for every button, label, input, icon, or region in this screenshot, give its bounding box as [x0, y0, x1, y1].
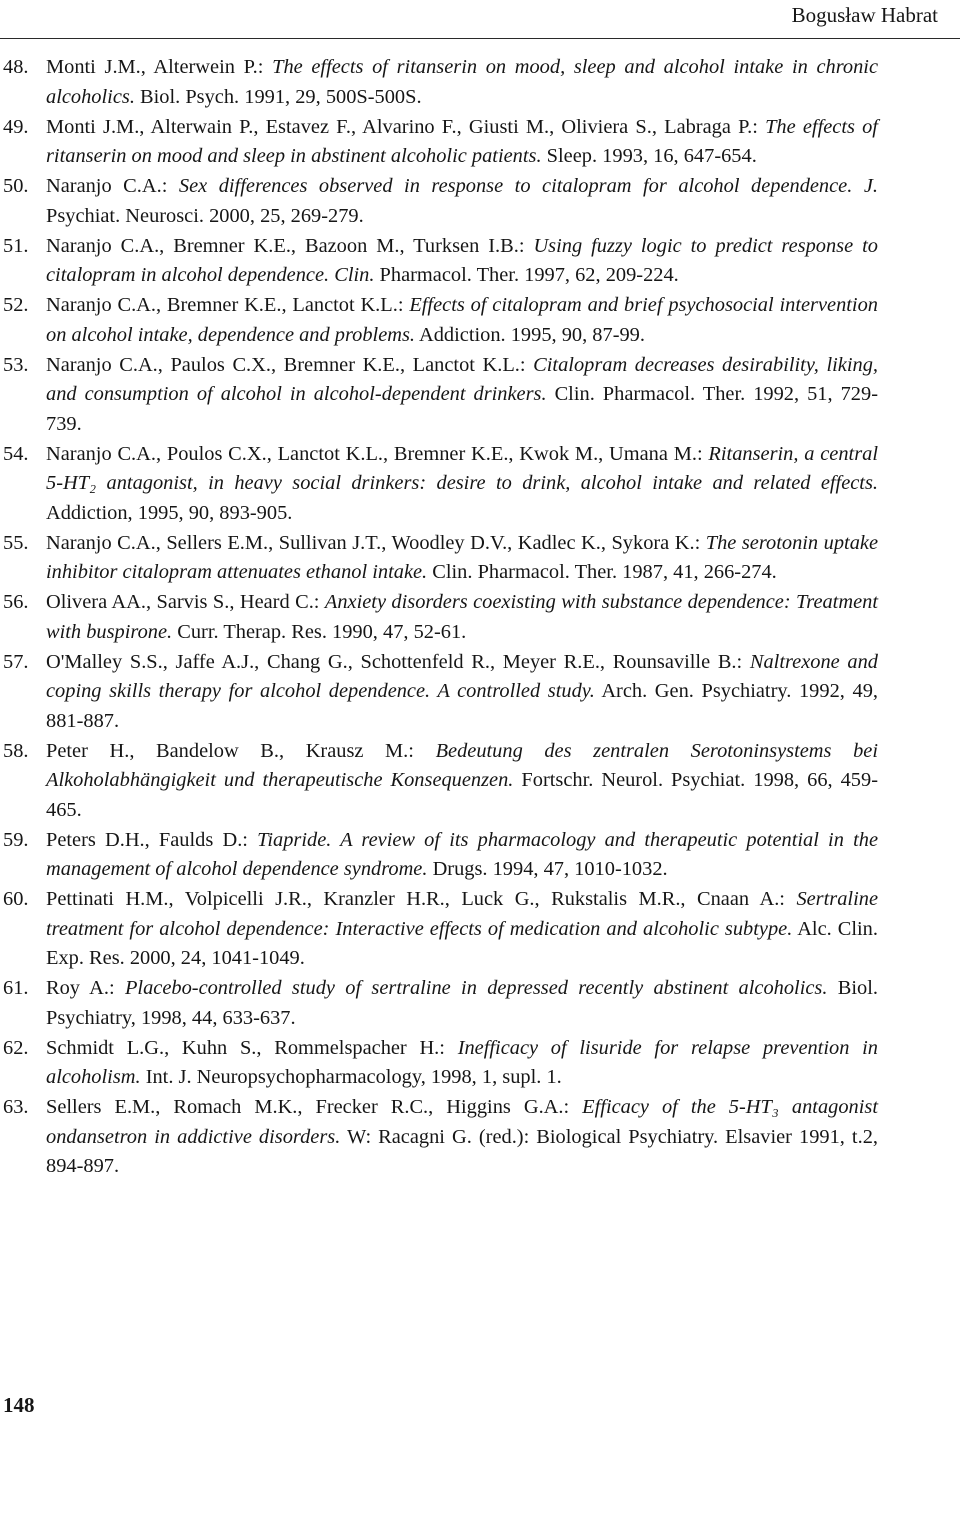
reference-source: Sleep. 1993, 16, 647-654. — [541, 145, 757, 167]
reference-authors: Monti J.M., Alterwein P.: — [46, 56, 273, 78]
reference-authors: Olivera AA., Sarvis S., Heard C.: — [46, 591, 325, 613]
reference-title: Using fuzzy logic to predict response to citalopram in alcohol dependence. Clin. — [46, 234, 878, 286]
reference-source: Arch. Gen. Psychiatry. 1992, 49, 881-887. — [46, 680, 878, 732]
reference-title: The serotonin uptake inhibitor citalopram attenuates ethanol intake. — [46, 531, 878, 583]
reference-source: Biol. Psych. 1991, 29, 500S-500S. — [134, 85, 422, 108]
reference-source: Fortschr. Neurol. Psychiat. 1998, 66, 459-465. — [46, 769, 878, 821]
reference-number: 62. — [3, 1036, 29, 1059]
reference-number: 59. — [3, 828, 29, 851]
reference-item — [3, 440, 878, 529]
reference-title: Sex differences observed in response to citalopram for alcohol dependence. J. — [178, 175, 878, 197]
page-header — [0, 0, 960, 39]
reference-number: 54. — [3, 442, 29, 465]
reference-authors: O'Malley S.S., Jaffe A.J., Chang G., Schottenfeld R., Meyer R.E., Rounsaville B.: — [46, 650, 750, 673]
reference-item — [3, 588, 878, 647]
reference-title: Citalopram decreases desirability, liking, and consumption of alcohol in alcohol-dependent drinkers. — [46, 353, 878, 405]
reference-authors: Peters D.H., Faulds D.: — [46, 828, 258, 851]
reference-source: Drugs. 1994, 47, 1010-1032. — [427, 858, 668, 880]
reference-authors: Peter H., Bandelow B., Krausz M.: — [46, 739, 436, 762]
reference-title: Naltrexone and coping skills therapy for alcohol dependence. A controlled study. — [46, 650, 878, 702]
reference-source: Clin. Pharmacol. Ther. 1987, 41, 266-274. — [427, 561, 777, 583]
reference-number: 53. — [3, 353, 29, 376]
reference-source: W: Racagni G. (red.): Biological Psychiatry. Elsavier 1991, t.2, 894-897. — [46, 1125, 878, 1177]
reference-authors: Sellers E.M., Romach M.K., Frecker R.C., Higgins G.A.: — [46, 1096, 583, 1118]
reference-item — [3, 291, 878, 350]
reference-source: Psychiat. Neurosci. 2000, 25, 269-279. — [46, 204, 364, 227]
page-number: 148 — [3, 1393, 35, 1417]
reference-item — [3, 1093, 878, 1182]
reference-number: 57. — [3, 650, 29, 673]
reference-source: Addiction. 1995, 90, 87-99. — [415, 323, 645, 346]
reference-number: 52. — [3, 294, 29, 316]
reference-title: Sertraline treatment for alcohol dependence: Interactive effects of medication and alcoholic subtype. — [46, 888, 878, 940]
reference-authors: Naranjo C.A., Paulos C.X., Bremner K.E., Lanctot K.L.: — [46, 353, 534, 376]
reference-item — [3, 232, 878, 291]
reference-title: Bedeutung des zentralen Serotoninsystems bei Alkoholabhängigkeit und therapeutische Konsequenzen. — [46, 739, 878, 791]
reference-title: The effects of ritanserin on mood, sleep and alcohol intake in chronic alcoholics. — [46, 56, 878, 108]
reference-number: 60. — [3, 888, 29, 910]
reference-item — [3, 826, 878, 885]
reference-authors: Roy A.: — [46, 977, 125, 999]
reference-title: The effects of ritanserin on mood and sleep in abstinent alcoholic patients. — [46, 115, 878, 167]
reference-authors: Schmidt L.G., Kuhn S., Rommelspacher H.: — [46, 1036, 458, 1059]
reference-number: 58. — [3, 739, 29, 762]
reference-number: 61. — [3, 977, 29, 999]
reference-item — [3, 113, 878, 172]
reference-source: Clin. Pharmacol. Ther. 1992, 51, 729-739. — [46, 383, 878, 435]
reference-number: 56. — [3, 591, 29, 613]
reference-number: 51. — [3, 234, 29, 257]
reference-item — [3, 648, 878, 737]
reference-authors: Naranjo C.A.: — [46, 175, 179, 197]
reference-item — [3, 351, 878, 440]
reference-authors: Naranjo C.A., Poulos C.X., Lanctot K.L., Bremner K.E., Kwok M., Umana M.: — [46, 442, 709, 465]
reference-item — [3, 974, 878, 1033]
reference-authors: Naranjo C.A., Sellers E.M., Sullivan J.T., Woodley D.V., Kadlec K., Sykora K.: — [46, 531, 706, 554]
reference-authors: Naranjo C.A., Bremner K.E., Lanctot K.L.: — [46, 294, 410, 316]
reference-title: Placebo-controlled study of sertraline in depressed recently abstinent alcoholics. — [124, 977, 828, 999]
reference-title: Efficacy of the 5-HT₃ antagonist ondansetron in addictive disorders. — [46, 1096, 878, 1148]
reference-item — [3, 53, 878, 112]
reference-number: 63. — [3, 1096, 29, 1118]
reference-item — [3, 529, 878, 588]
reference-source: Biol. Psychiatry, 1998, 44, 633-637. — [46, 977, 878, 1029]
reference-number: 55. — [3, 531, 29, 554]
reference-source: Alc. Clin. Exp. Res. 2000, 24, 1041-1049. — [46, 917, 878, 969]
reference-number: 48. — [3, 56, 29, 78]
reference-source: Addiction, 1995, 90, 893-905. — [46, 501, 293, 524]
reference-authors: Pettinati H.M., Volpicelli J.R., Kranzler H.R., Luck G., Rukstalis M.R., Cnaan A.: — [46, 888, 797, 910]
reference-number: 50. — [3, 175, 29, 197]
reference-source: Pharmacol. Ther. 1997, 62, 209-224. — [374, 264, 679, 286]
reference-item — [3, 737, 878, 826]
reference-list — [3, 53, 878, 1182]
reference-item — [3, 1034, 878, 1093]
running-head-author: Bogusław Habrat — [791, 3, 938, 27]
reference-title: Anxiety disorders coexisting with substance dependence: Treatment with buspirone. — [46, 591, 878, 643]
reference-item — [3, 885, 878, 974]
reference-authors: Naranjo C.A., Bremner K.E., Bazoon M., Turksen I.B.: — [46, 234, 534, 257]
reference-title: Effects of citalopram and brief psychosocial intervention on alcohol intake, dependence and problems. — [46, 294, 878, 346]
reference-item — [3, 172, 878, 231]
reference-title: Tiapride. A review of its pharmacology and therapeutic potential in the management of alcohol dependence syndrome. — [46, 828, 879, 880]
reference-authors: Monti J.M., Alterwain P., Estavez F., Alvarino F., Giusti M., Oliviera S., Labraga P.: — [46, 115, 766, 138]
reference-source: Curr. Therap. Res. 1990, 47, 52-61. — [172, 620, 467, 643]
reference-number: 49. — [3, 115, 29, 138]
reference-title: Ritanserin, a central 5-HT₂ antagonist, in heavy social drinkers: desire to drink, alcohol intake and related effects. — [46, 442, 878, 494]
reference-title: Inefficacy of lisuride for relapse prevention in alcoholism. — [46, 1036, 878, 1088]
reference-source: Int. J. Neuropsychopharmacology, 1998, 1, supl. 1. — [140, 1066, 562, 1088]
